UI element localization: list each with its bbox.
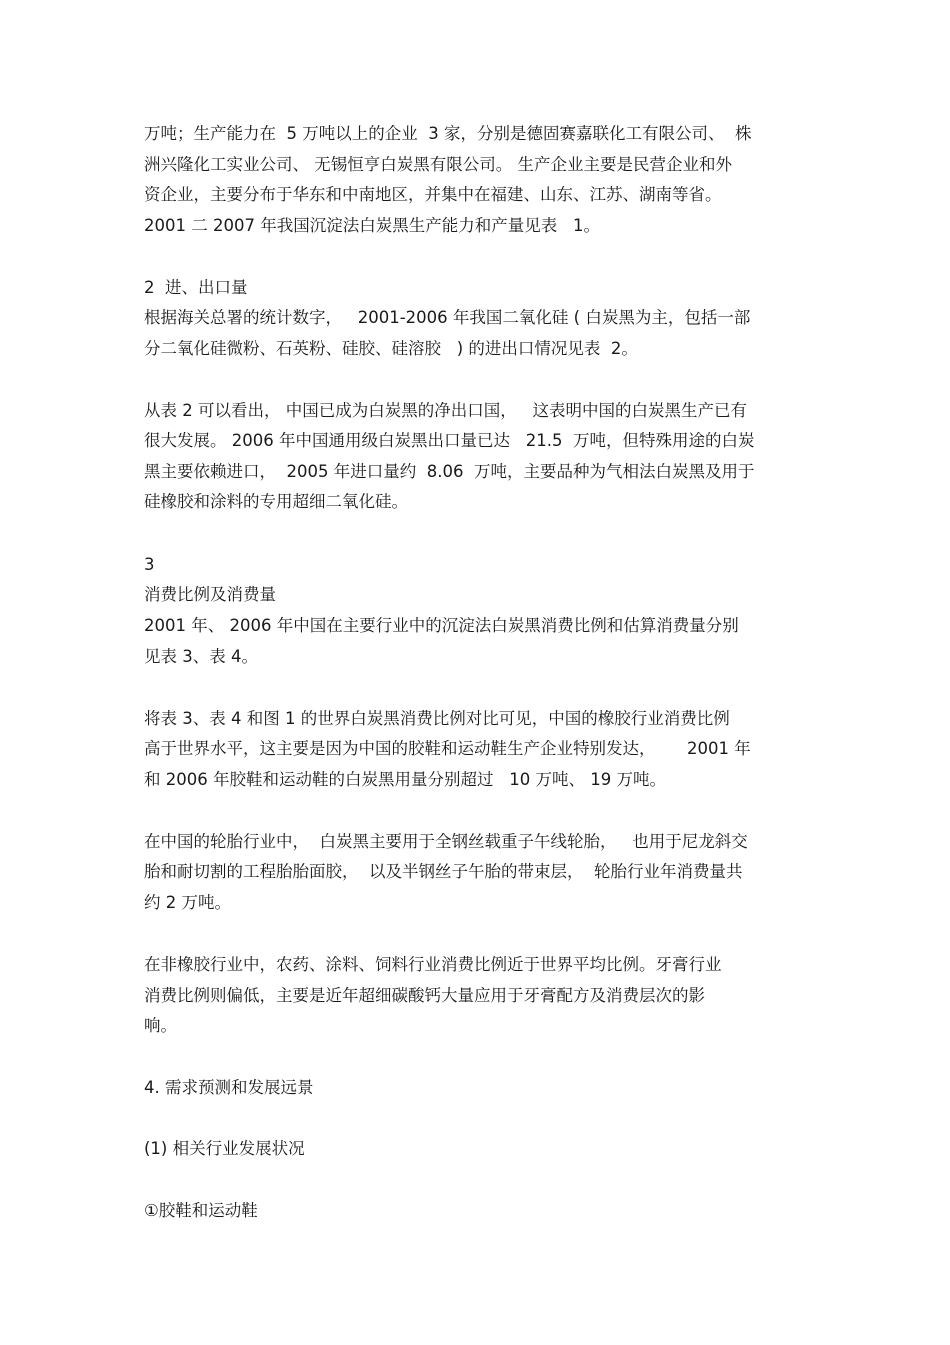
section-heading: 2 进、出口量 [144,278,248,297]
text-line: 在中国的轮胎行业中， 白炭黑主要用于全钢丝载重子午线轮胎， 也用于尼龙斜交 [144,832,748,851]
text-line: 见表 3、表 4。 [144,647,258,666]
text-line: 消费比例则偏低，主要是近年超细碳酸钙大量应用于牙膏配方及消费层次的影 [144,986,705,1005]
text-line: 从表 2 可以看出， 中国已成为白炭黑的净出口国， 这表明中国的白炭黑生产已有 [144,401,747,420]
text-line: 很大发展。 2006 年中国通用级白炭黑出口量已达 21.5 万吨，但特殊用途的白炭 [144,431,755,450]
text-line: 洲兴隆化工实业公司、 无锡恒亨白炭黑有限公司。 生产企业主要是民营企业和外 [144,155,732,174]
text-line: 2001 年、 2006 年中国在主要行业中的沉淀法白炭黑消费比例和估算消费量分别 [144,616,739,635]
text-line: 万吨；生产能力在 5 万吨以上的企业 3 家，分别是德固赛嘉联化工有限公司、 株 [144,124,752,143]
text-line: 约 2 万吨。 [144,893,231,912]
text-line: 黑主要依赖进口， 2005 年进口量约 8.06 万吨，主要品种为气相法白炭黑及用于 [144,462,755,481]
text-line: 分二氧化硅微粉、石英粉、硅胶、硅溶胶 ) 的进出口情况见表 2。 [144,339,638,358]
text-line: 胎和耐切割的工程胎胎面胶， 以及半钢丝子午胎的带束层， 轮胎行业年消费量共 [144,862,743,881]
text-line: 资企业，主要分布于华东和中南地区，并集中在福建、山东、江苏、湖南等省。 [144,185,722,204]
text-line: 响。 [144,1016,177,1035]
section-heading: 消费比例及消费量 [144,585,276,604]
text-line: 根据海关总署的统计数字， 2001-2006 年我国二氧化硅 ( 白炭黑为主，包括一部 [144,308,751,327]
section-heading: 4. 需求预测和发展远景 [144,1078,314,1097]
text-line: 2001 二 2007 年我国沉淀法白炭黑生产能力和产量见表 1。 [144,216,600,235]
list-item-heading: ①胶鞋和运动鞋 [144,1201,258,1220]
text-line: 和 2006 年胶鞋和运动鞋的白炭黑用量分别超过 10 万吨、 19 万吨。 [144,770,666,789]
subsection-heading: (1) 相关行业发展状况 [144,1139,305,1158]
text-line: 将表 3、表 4 和图 1 的世界白炭黑消费比例对比可见，中国的橡胶行业消费比例 [144,709,730,728]
text-line: 在非橡胶行业中，农药、涂料、饲料行业消费比例近于世界平均比例。牙膏行业 [144,955,722,974]
text-line: 硅橡胶和涂料的专用超细二氧化硅。 [144,492,408,511]
text-line: 高于世界水平，这主要是因为中国的胶鞋和运动鞋生产企业特别发达， 2001 年 [144,739,751,758]
section-number: 3 [144,555,155,574]
